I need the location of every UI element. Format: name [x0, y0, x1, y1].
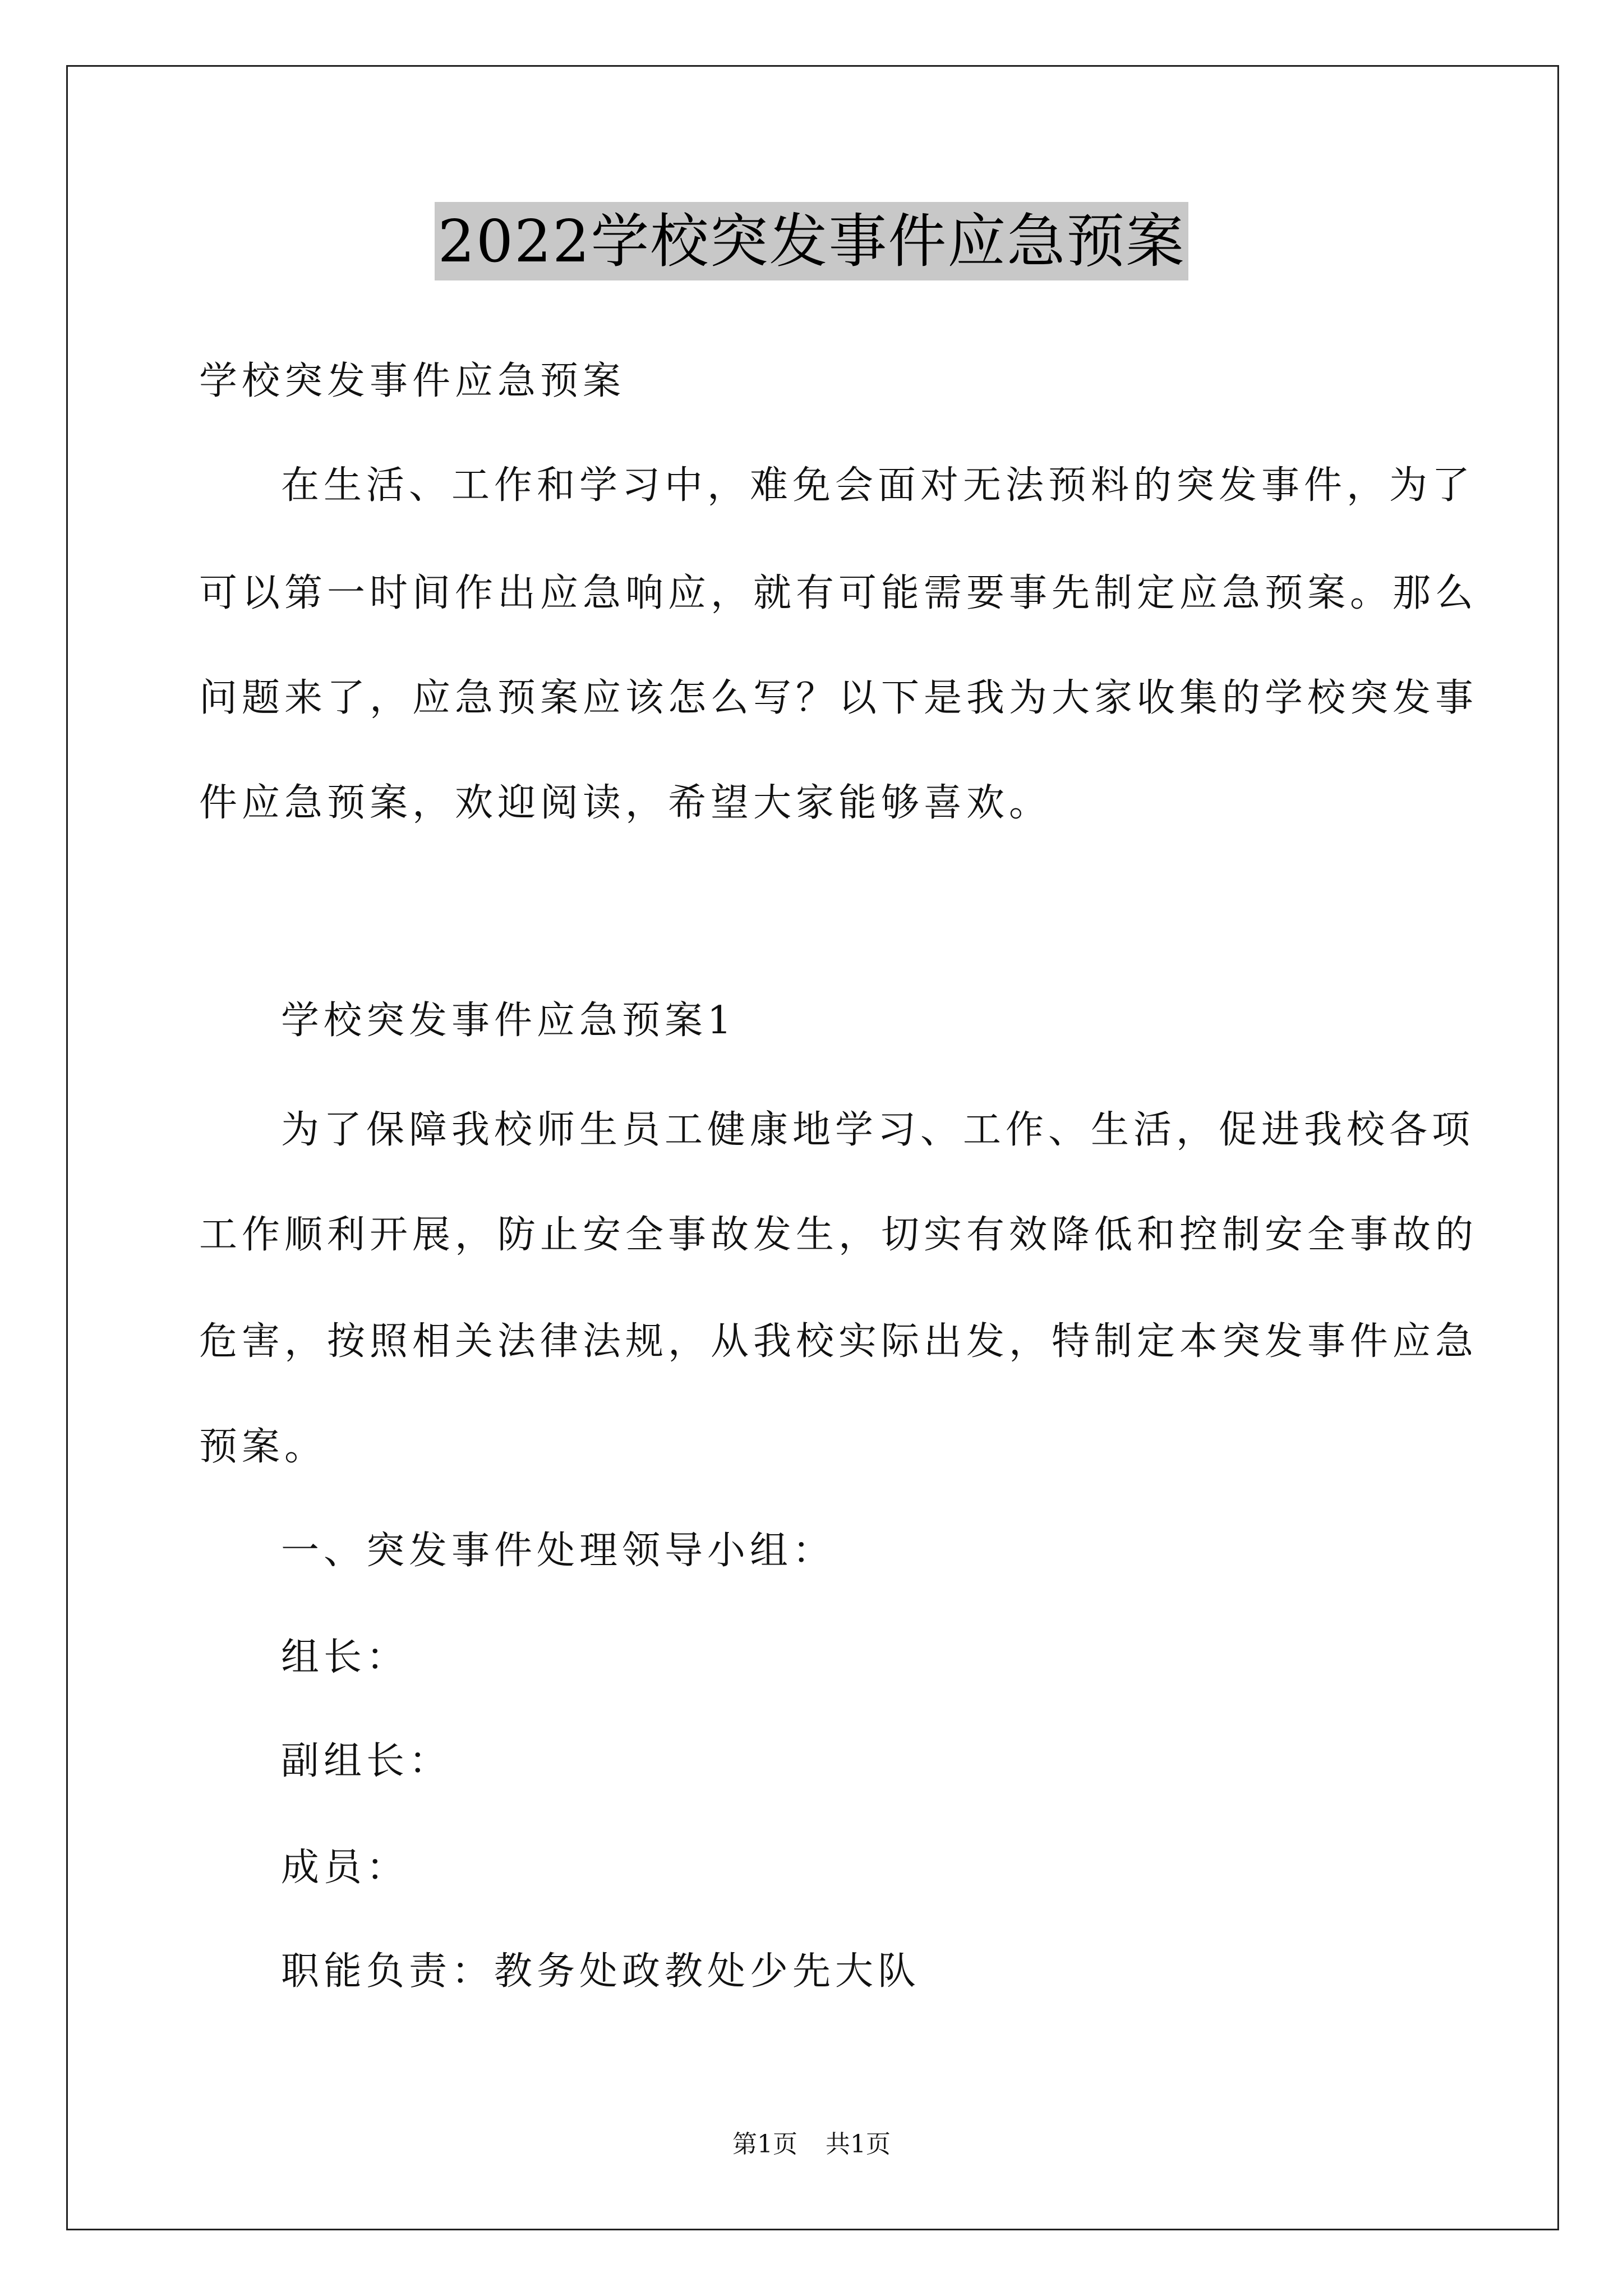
section-para-line-3: 危害，按照相关法律法规，从我校实际出发，特制定本突发事件应急	[199, 1319, 1478, 1364]
section-para-line-2: 工作顺利开展，防止安全事故发生，切实有效降低和控制安全事故的	[199, 1213, 1478, 1257]
vice-leader-label: 副组长：	[281, 1739, 452, 1783]
intro-line-4: 件应急预案，欢迎阅读，希望大家能够喜欢。	[199, 781, 1052, 825]
page-footer	[0, 2129, 1623, 2160]
total-pages: 共1页	[826, 2130, 891, 2159]
intro-line-2: 可以第一时间作出应急响应，就有可能需要事先制定应急预案。那么	[199, 571, 1478, 615]
section-para-line-1: 为了保障我校师生员工健康地学习、工作、生活，促进我校各项	[281, 1108, 1475, 1152]
title-container	[0, 202, 1623, 280]
document-subtitle: 学校突发事件应急预案	[199, 359, 626, 403]
page-number: 第1页	[732, 2130, 797, 2159]
leader-label: 组长：	[281, 1635, 409, 1680]
document-title: 2022学校突发事件应急预案	[435, 202, 1189, 280]
intro-line-3: 问题来了，应急预案应该怎么写？以下是我为大家收集的学校突发事	[199, 676, 1478, 720]
intro-line-1: 在生活、工作和学习中，难免会面对无法预料的突发事件，为了	[281, 463, 1475, 508]
group-heading: 一、突发事件处理领导小组：	[281, 1529, 836, 1573]
section-para-line-4: 预案。	[199, 1425, 328, 1469]
duties-line: 职能负责：教务处政教处少先大队	[281, 1949, 921, 1994]
members-label: 成员：	[281, 1846, 409, 1890]
section-heading: 学校突发事件应急预案1	[281, 999, 736, 1043]
